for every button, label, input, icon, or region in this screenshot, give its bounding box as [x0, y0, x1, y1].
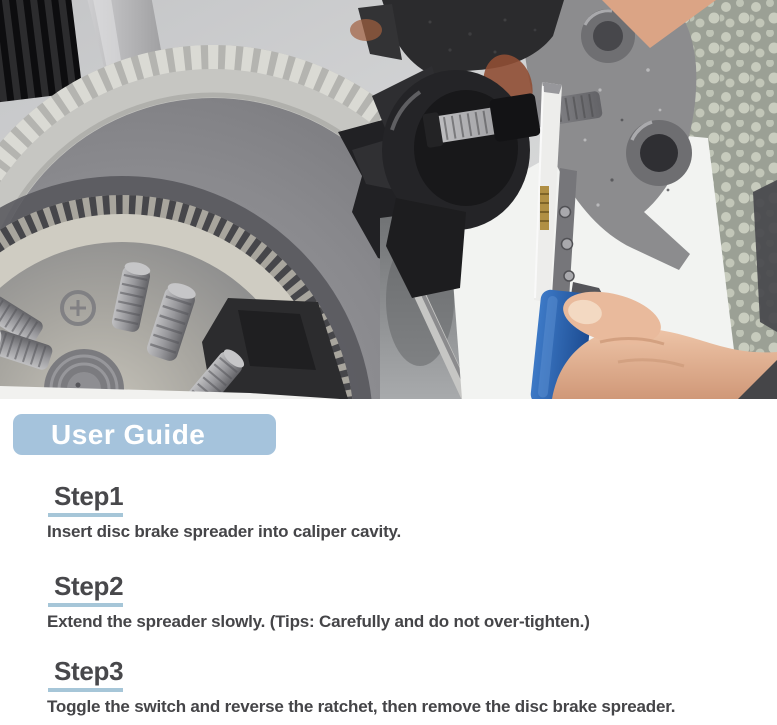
- step-1-label: Step1: [54, 481, 124, 511]
- step-2-label: Step2: [54, 571, 124, 601]
- rust-patch-small: [350, 19, 382, 41]
- user-guide-title: User Guide: [51, 418, 206, 450]
- step-3-description: Toggle the switch and reverse the ratchet, then remove the disc brake spreader.: [47, 697, 676, 716]
- user-guide-section: [0, 399, 777, 725]
- step-1-underline: [48, 513, 123, 517]
- step-1-description: Insert disc brake spreader into caliper cavity.: [47, 522, 402, 541]
- step-3-label: Step3: [54, 656, 124, 686]
- step-2-underline: [48, 603, 123, 607]
- step-2-description: Extend the spreader slowly. (Tips: Carefully and do not over-tighten.): [47, 612, 590, 631]
- step-3-underline: [48, 688, 123, 692]
- user-guide-banner: [13, 414, 276, 455]
- ratchet-rack: [540, 186, 549, 230]
